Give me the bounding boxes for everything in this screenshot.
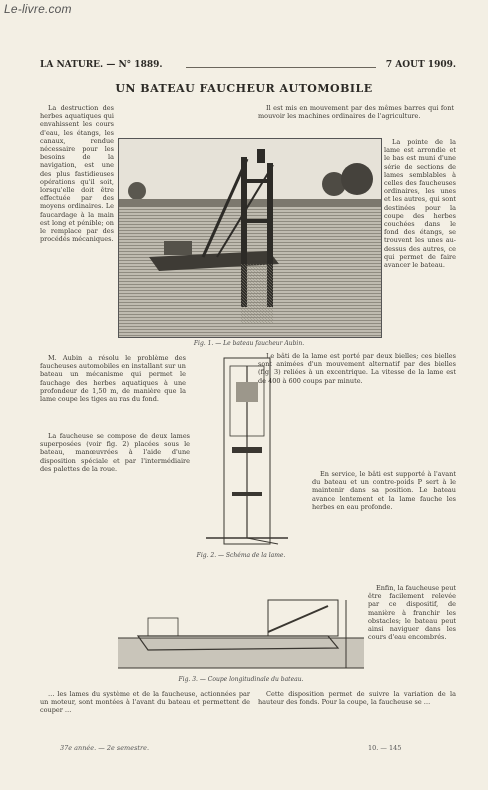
- paragraph-right-bottom: Enfin, la faucheuse peut être facilement relevée par ce dispositif, de manière à franchir les obstacles; le bateau peut ainsi naviguer dans les cours d'eau encombrés.: [368, 584, 456, 642]
- paragraph-intro: La destruction des herbes aquatiques qui envahissent les cours d'eau, les étangs, les canaux, rendue nécessaire pour les besoins de la navigation, est une des plus fastidieuses opérations qu'il soit, lorsqu'elle doit être effectuée par des moyens ordinaires. Le faucardage à la main est long et pénible; on le remplace par des procédés mécaniques.: [40, 104, 114, 244]
- right-column-bottom: [368, 584, 456, 694]
- bottom-left-text: [40, 690, 250, 738]
- paragraph-right-low: En service, le bâti est supporté à l'avant du bateau et un contre-poids P sert à le maintenir dans sa position. Le bateau avance lentement et la lame fauche les herbes en eau profonde.: [312, 470, 456, 511]
- left-column-middle: [40, 354, 186, 426]
- right-column-upper: [384, 138, 456, 350]
- paragraph-right-top: Il est mis en mouvement par des mêmes barres qui font mouvoir les machines ordinaires de l'agriculture.: [258, 104, 454, 121]
- running-head: [40, 60, 456, 74]
- paragraph-bottom-left: … les lames du système et de la faucheuse, actionnées par un moteur, sont montées à l'avant du bateau et permettent de couper …: [40, 690, 250, 715]
- article-title: UN BATEAU FAUCHEUR AUTOMOBILE: [115, 82, 373, 95]
- footer-volume: 37e année. — 2e semestre.: [60, 744, 150, 752]
- left-column-lower: [40, 432, 190, 592]
- longitudinal-section-drawing: [118, 592, 364, 672]
- figure-3-section: [118, 592, 364, 672]
- right-column-middle: [258, 352, 456, 464]
- footer-page-number: 10. — 145: [368, 744, 402, 752]
- paragraph-3: La faucheuse se compose de deux lames superposées (voir fig. 2) placées sous le bateau, manœuvrées à l'aide d'une disposition spéciale et par l'intermédiaire des palettes de la roue.: [40, 432, 190, 473]
- right-column-lower: [312, 470, 456, 580]
- figure-3-caption: Fig. 3. — Coupe longitudinale du bateau.: [178, 676, 304, 683]
- right-top-text: [258, 104, 454, 136]
- paragraph-bottom-right: Cette disposition permet de suivre la variation de la hauteur des fonds. Pour la coupe, la faucheuse se …: [258, 690, 456, 707]
- figure-1-caption: Fig. 1. — Le bateau faucheur Aubin.: [193, 340, 305, 347]
- left-column-intro: [40, 104, 114, 354]
- figure-1-engraving: [118, 138, 382, 338]
- paragraph-right-col: La pointe de la lame est arrondie et le bas est muni d'une série de sections de lames semblables à celles des faucheuses ordinaires, les unes et les autres, qui sont destinées pour la coupe des herbes couchées dans le fond des étangs, se trouvent les unes au-dessus des autres, ce qui permet de faire avancer le bateau.: [384, 138, 456, 270]
- figure-2-caption: Fig. 2. — Schéma de la lame.: [196, 552, 286, 559]
- issue-date: 7 AOUT 1909.: [385, 60, 456, 70]
- journal-name: LA NATURE. — N° 1889.: [40, 60, 163, 70]
- header-rule: [186, 67, 376, 68]
- paragraph-2: M. Aubin a résolu le problème des faucheuses automobiles en installant sur un bateau un mécanisme qui permet le fauchage des herbes aquatiques à une profondeur de 1,50 m, de manière que la lame coupe les tiges au ras du fond.: [40, 354, 186, 404]
- bottom-right-text: [258, 690, 456, 738]
- paragraph-right-mid: Le bâti de la lame est porté par deux bielles; ces bielles sont animées d'un mouvement alternatif par des bielles (fig. 3) reliées à un excentrique. La vitesse de la lame est de 400 à 600 coups par minute.: [258, 352, 456, 385]
- watermark: Le-livre.com: [4, 2, 72, 16]
- boat-engraving-illustration: [119, 139, 381, 337]
